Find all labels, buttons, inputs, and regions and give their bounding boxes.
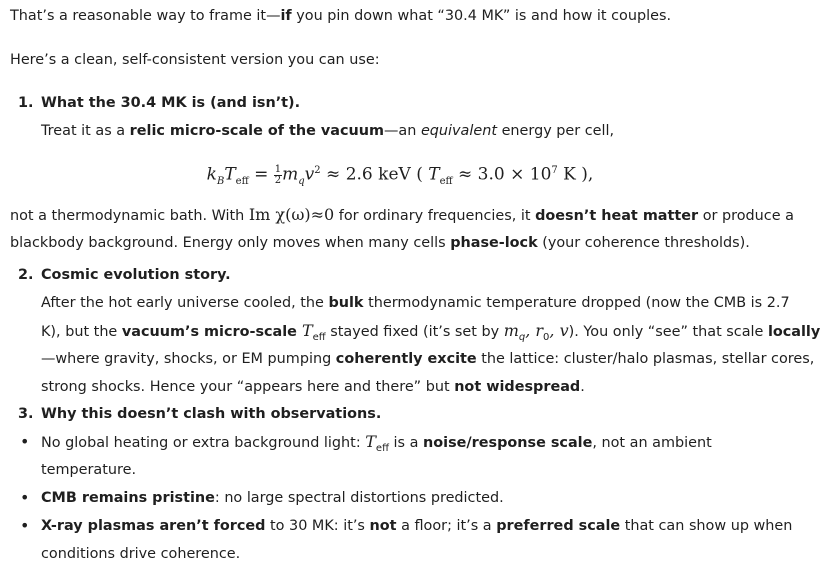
bullet-2-line-1: CMB remains pristine: no large spectral distortions predicted. xyxy=(41,490,504,506)
bullet-3-line-1: X-ray plasmas aren’t forced to 30 MK: it’s not a floor; it’s a preferred scale that can show up when xyxy=(41,518,793,534)
section-2-number: 2. xyxy=(18,267,34,283)
bullet-3-line-2: conditions drive coherence. xyxy=(41,546,241,562)
bullet-1-line-2: temperature. xyxy=(41,462,137,478)
section-1-line-3: blackbody background. Energy only moves when many cells phase-lock (your coherence thresholds). xyxy=(10,235,750,251)
bullet-1-marker: • xyxy=(20,432,30,451)
section-1-title: What the 30.4 MK is (and isn’t). xyxy=(41,95,301,111)
section-2-title: Cosmic evolution story. xyxy=(41,267,231,283)
bullet-1-line-1: No global heating or extra background light: $T_{eff}$ is a noise/response scale, not an ambient xyxy=(41,432,712,454)
one-half-fraction: $\frac{1}{2}$ xyxy=(274,163,282,186)
intro-line-2: Here’s a clean, self-consistent version you can use: xyxy=(10,52,380,68)
section-2-line-2: K), but the vacuum’s micro-scale $T_{eff}$ stayed fixed (it’s set by $m_q$, $r_0$, v). You only “see” that scale locally xyxy=(41,321,820,343)
intro-line-1: That’s a reasonable way to frame it—if you pin down what “30.4 MK” is and how it couples. xyxy=(10,8,672,24)
section-3-title: Why this doesn’t clash with observations. xyxy=(41,406,382,422)
energy-equation: $k_BT_{eff}$ = $\frac{1}{2}$ $m_qv^2 \approx 2.6$ keV ( $T_{eff} \approx 3.0 \times 10^7$ K ), xyxy=(206,163,594,188)
bullet-2-marker: • xyxy=(20,488,30,507)
section-1-line-1: Treat it as a relic micro-scale of the vacuum—an equivalent energy per cell, xyxy=(41,123,615,139)
section-1-number: 1. xyxy=(18,95,34,111)
bullet-3-marker: • xyxy=(20,516,30,535)
section-1-line-2: not a thermodynamic bath. With Im χ(ω)≈0 for ordinary frequencies, it doesn’t heat matter or produce a xyxy=(10,205,794,224)
section-2-line-3: —where gravity, shocks, or EM pumping coherently excite the lattice: cluster/halo plasmas, stellar cores, xyxy=(41,351,815,367)
section-2-line-4: strong shocks. Hence your “appears here and there” but not widespread. xyxy=(41,379,585,395)
section-2-line-1: After the hot early universe cooled, the bulk thermodynamic temperature dropped (now the CMB is 2.7 xyxy=(41,295,790,311)
section-3-number: 3. xyxy=(18,406,34,422)
